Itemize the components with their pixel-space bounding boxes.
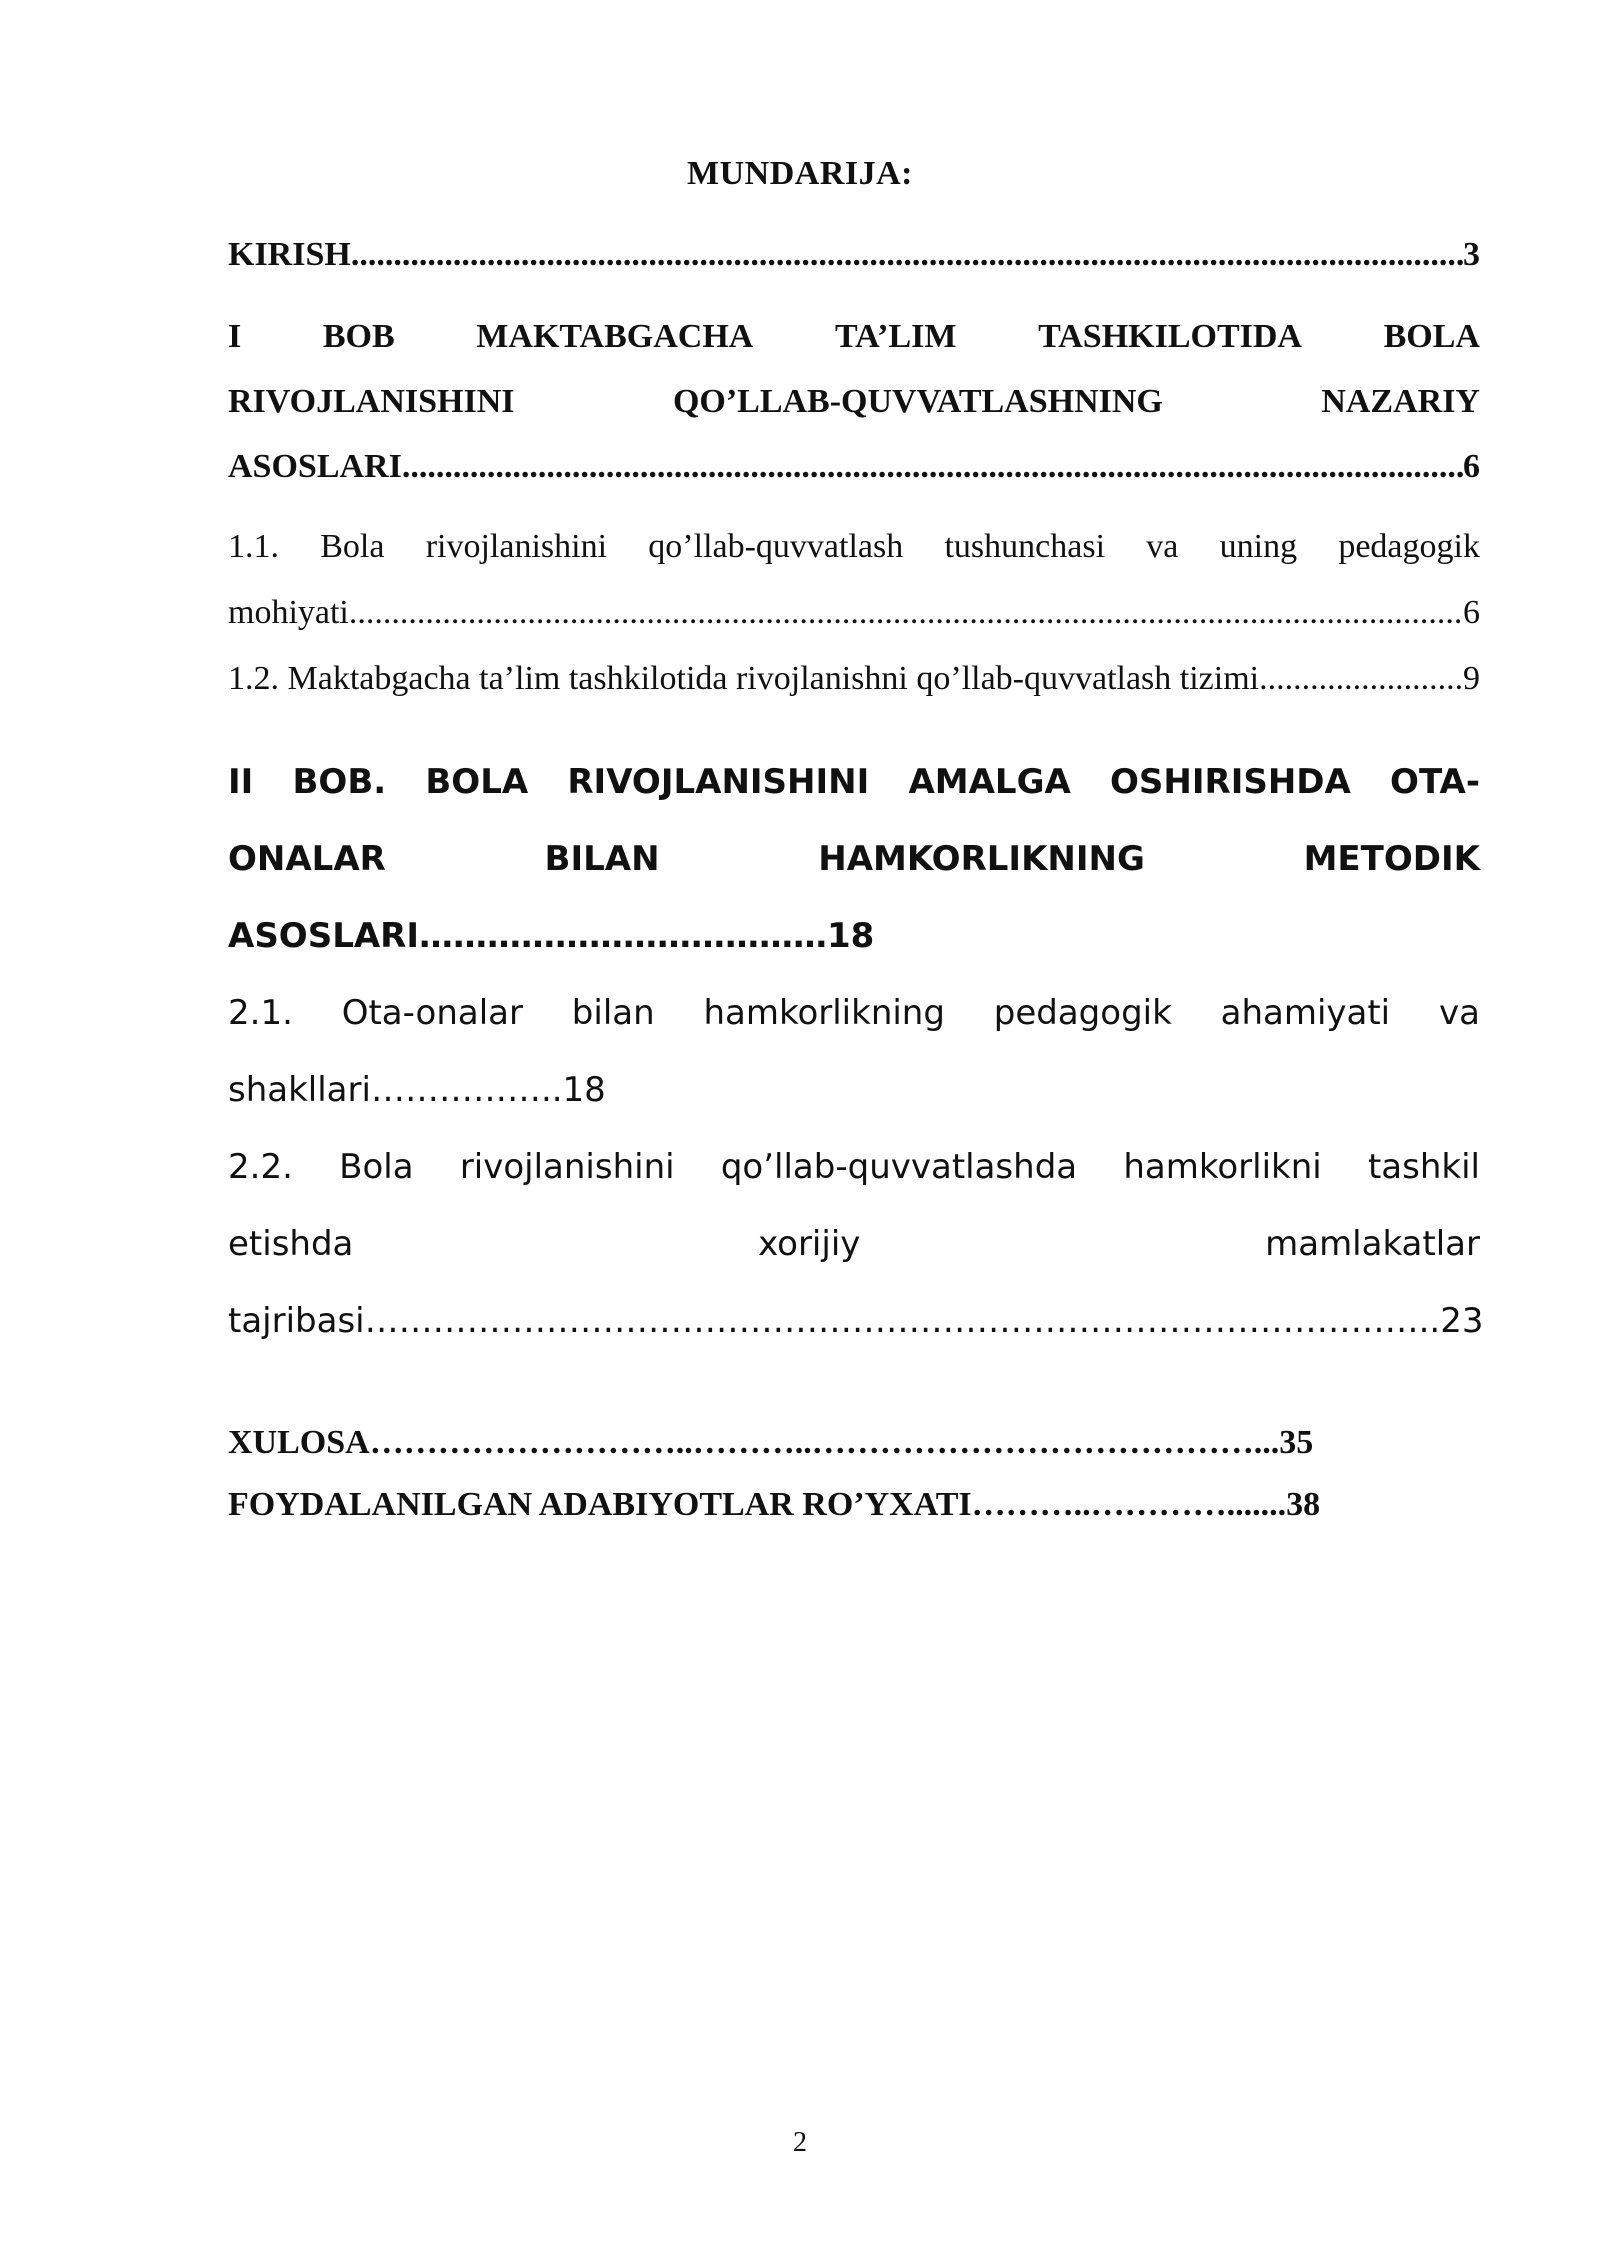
- chapter-2-line-3: ASOSLARI………………………………18: [228, 916, 875, 956]
- word: HAMKORLIKNING: [818, 839, 1145, 879]
- word: 2.2.: [228, 1147, 293, 1187]
- toc-entry-xulosa[interactable]: XULOSA………………………..………..…………………………………...35: [228, 1424, 1314, 1461]
- section-2-2-line-1: [228, 1129, 1480, 1206]
- word: BOLA: [1383, 318, 1480, 355]
- toc-entry-section-1-2[interactable]: [228, 646, 1480, 712]
- toc-entry-chapter-1[interactable]: [228, 304, 1480, 499]
- word: pedagogik: [1338, 528, 1480, 565]
- section-1-1-line-2: [228, 580, 1480, 646]
- toc-entry-section-2-1[interactable]: [228, 975, 1480, 1129]
- word: 2.1.: [228, 993, 293, 1033]
- word: QO’LLAB-QUVVATLASHNING: [672, 383, 1163, 420]
- toc-entry-section-1-1[interactable]: [228, 514, 1480, 646]
- word: METODIK: [1303, 839, 1480, 879]
- word: hamkorlikni: [1123, 1147, 1322, 1187]
- dot-leader: [349, 580, 1463, 646]
- chapter-1-label-end: ASOSLARI: [228, 448, 402, 485]
- word: qo’llab-quvvatlash: [648, 528, 904, 565]
- word: tushunchasi: [944, 528, 1106, 565]
- word: OTA-: [1390, 762, 1480, 802]
- toc-entry-kirish[interactable]: [228, 222, 1480, 287]
- word: tashkil: [1367, 1147, 1480, 1187]
- dot-leader: [351, 222, 1463, 287]
- word: RIVOJLANISHINI: [228, 383, 515, 420]
- chapter-1-line-1: [228, 304, 1480, 369]
- chapter-2-line-1: [228, 744, 1480, 821]
- word: hamkorlikning: [703, 993, 945, 1033]
- word: TASHKILOTIDA: [1038, 318, 1302, 355]
- word: ahamiyati: [1220, 993, 1391, 1033]
- word: etishda: [228, 1224, 354, 1264]
- page-number: 2: [793, 2127, 807, 2158]
- section-1-2-page: 9: [1463, 660, 1480, 697]
- word: ONALAR: [228, 839, 386, 879]
- word: BOB.: [292, 762, 387, 802]
- word: BILAN: [544, 839, 660, 879]
- section-2-2-line-2: [228, 1206, 1480, 1283]
- toc-entry-kirish-page: 3: [1463, 236, 1480, 273]
- chapter-1-line-3: [228, 434, 1480, 499]
- toc-heading: MUNDARIJA:: [687, 155, 913, 192]
- section-2-2-line-3: tajribasi…………………………………………………………………………………..23: [228, 1301, 1484, 1341]
- chapter-2-line-2: [228, 821, 1480, 898]
- word: NAZARIY: [1321, 383, 1480, 420]
- dot-leader: [402, 434, 1463, 499]
- word: va: [1438, 993, 1480, 1033]
- word: xorijiy: [758, 1224, 861, 1264]
- word: va: [1146, 528, 1179, 565]
- word: II: [228, 762, 254, 802]
- word: mamlakatlar: [1265, 1224, 1480, 1264]
- section-1-1-line-1: [228, 514, 1480, 580]
- word: RIVOJLANISHINI: [567, 762, 870, 802]
- word: AMALGA: [908, 762, 1071, 802]
- word: Bola: [339, 1147, 414, 1187]
- toc-entry-chapter-2[interactable]: [228, 744, 1480, 975]
- section-1-1-label-end: mohiyati: [228, 594, 349, 631]
- word: uning: [1219, 528, 1298, 565]
- word: BOLA: [425, 762, 529, 802]
- word: qo’llab-quvvatlashda: [720, 1147, 1078, 1187]
- toc-entry-kirish-label: KIRISH: [228, 236, 351, 273]
- section-1-1-page: 6: [1463, 594, 1480, 631]
- word: Ota-onalar: [341, 993, 523, 1033]
- word: rivojlanishini: [425, 528, 608, 565]
- toc-entry-section-2-2[interactable]: [228, 1129, 1484, 1360]
- word: TA’LIM: [834, 318, 957, 355]
- word: Bola: [320, 528, 385, 565]
- word: I: [228, 318, 242, 355]
- word: BOB: [322, 318, 395, 355]
- section-2-1-line-1: [228, 975, 1480, 1052]
- chapter-1-line-2: [228, 369, 1480, 434]
- word: OSHIRISHDA: [1110, 762, 1351, 802]
- section-1-2-label: 1.2. Maktabgacha ta’lim tashkilotida rivojlanishni qo’llab-quvvatlash tizimi: [228, 660, 1260, 697]
- toc-entry-bibliography[interactable]: FOYDALANILGAN ADABIYOTLAR RO’YXATI………..………….......38: [228, 1486, 1321, 1523]
- word: pedagogik: [993, 993, 1172, 1033]
- chapter-1-page: 6: [1463, 448, 1480, 485]
- word: bilan: [571, 993, 655, 1033]
- word: MAKTABGACHA: [476, 318, 754, 355]
- word: rivojlanishini: [459, 1147, 675, 1187]
- section-2-1-line-2: shakllari……………..18: [228, 1070, 606, 1110]
- dot-leader: [1259, 646, 1463, 712]
- word: 1.1.: [228, 528, 279, 565]
